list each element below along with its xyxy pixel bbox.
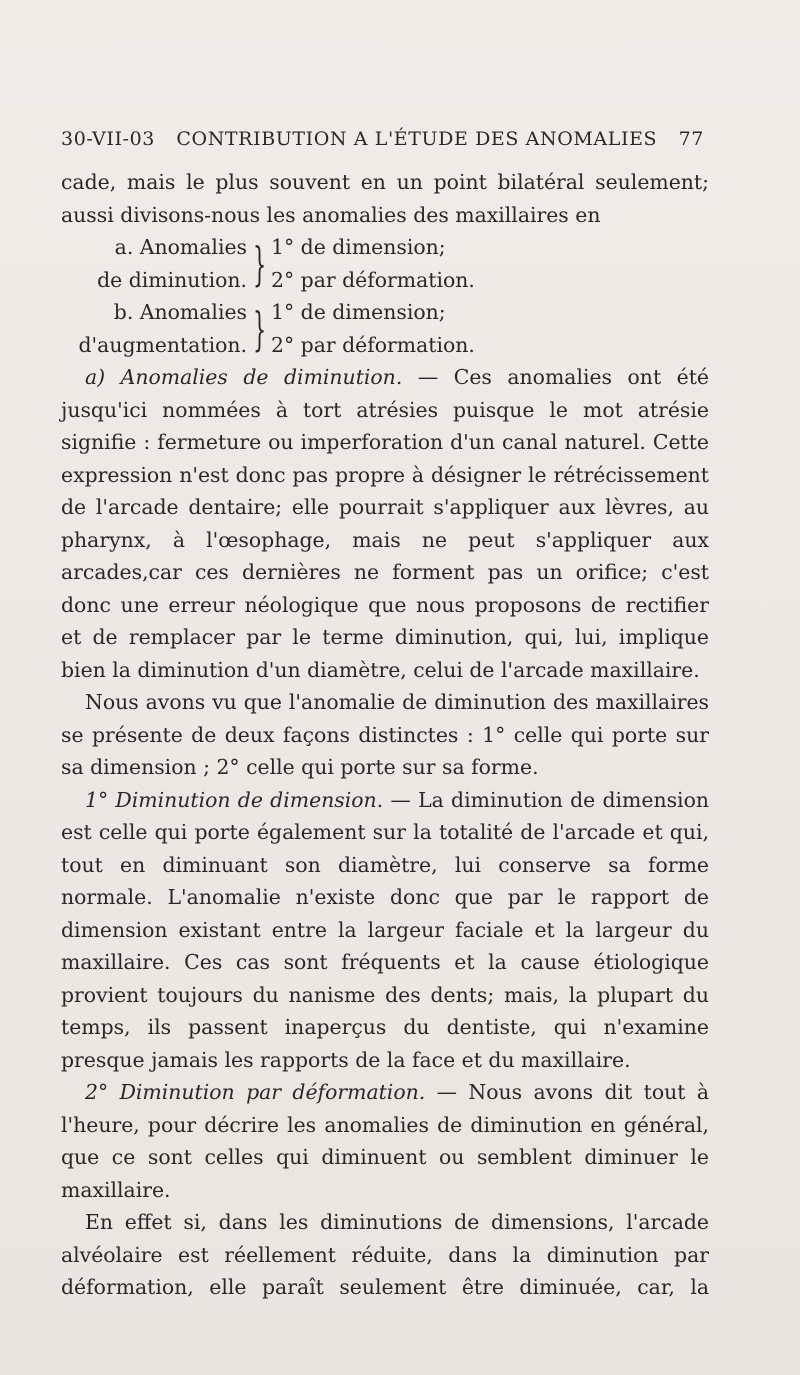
classification-a-item-2: 2° par déformation. [271, 267, 475, 292]
classification-a [61, 231, 709, 296]
section-2-paragraph [61, 1076, 709, 1206]
section-a-paragraph [61, 361, 709, 686]
section-1-paragraph [61, 784, 709, 1077]
last-paragraph: En effet si, dans les diminutions de dimensions, l'arcade alvéolaire est réellement réduite, dans la diminution par déformation, elle paraît seulement être diminuée, car, la [61, 1210, 709, 1299]
classification-b [61, 296, 709, 361]
classification-b-item-2: 2° par déformation. [271, 332, 475, 357]
brace-icon: } [253, 301, 267, 356]
section-2-text: — Nous avons dit tout à l'heure, pour décrire les anomalies de diminution en général, que ce sont celles qui diminuent ou semblent diminuer le maxillaire. [61, 1080, 709, 1202]
section-1-heading: 1° Diminution de dimension. [85, 787, 384, 812]
header-title: CONTRIBUTION A L'ÉTUDE DES ANOMALIES [176, 128, 658, 150]
classification-b-item-1: 1° de dimension; [271, 300, 446, 324]
classification-a-label-1: a. Anomalies [114, 235, 247, 259]
section-2-heading: 2° Diminution par déformation. [85, 1080, 426, 1104]
section-a-heading: a) Anomalies de diminution. [85, 365, 403, 389]
brace-icon: } [253, 236, 267, 291]
body-text [61, 166, 709, 1304]
running-header [61, 128, 704, 150]
paragraph-2: Nous avons vu que l'anomalie de diminution des maxillaires se présente de deux façons distinctes : 1° celle qui porte sur sa dimension ; 2° celle qui porte sur sa forme. [61, 690, 709, 779]
classification-a-label-2: de diminution. [97, 267, 247, 292]
header-date: 30-VII-03 [61, 128, 155, 150]
classification-b-label-2: d'augmentation. [78, 332, 247, 357]
classification-a-item-1: 1° de dimension; [271, 235, 446, 259]
classification-b-label-1: b. Anomalies [113, 300, 247, 324]
section-1-text: — La diminution de dimension est celle qui porte également sur la totalité de l'arcade et qui, tout en diminuant son diamètre, lui conserve sa forme normale. L'anomalie n'existe donc que par le rapport de dimension existant entre la largeur faciale et la largeur du maxillaire. Ces cas sont fréquents et la cause étiologique provient toujours du nanisme des dents; mais, la plupart du temps, ils passent inaperçus du dentiste, qui n'examine presque jamais les rapports de la face et du maxillaire. [61, 787, 709, 1072]
intro-paragraph: cade, mais le plus souvent en un point bilatéral seulement; aussi divisons-nous les anomalies des maxillaires en [61, 170, 709, 227]
section-a-text: — Ces anomalies ont été jusqu'ici nommées à tort atrésies puisque le mot atrésie signifie : fermeture ou imperforation d'un canal naturel. Cette expression n'est donc pas propre à désigner le rétrécissement de l'arcade dentaire; elle pourrait s'appliquer aux lèvres, au pharynx, à l'œsophage, mais ne peut s'appliquer aux arcades,car ces dernières ne forment pas un orifice; c'est donc une erreur néologique que nous proposons de rectifier et de remplacer par le terme diminution, qui, lui, implique bien la diminution d'un diamètre, celui de l'arcade maxillaire. [61, 365, 709, 682]
page-number: 77 [678, 128, 704, 150]
